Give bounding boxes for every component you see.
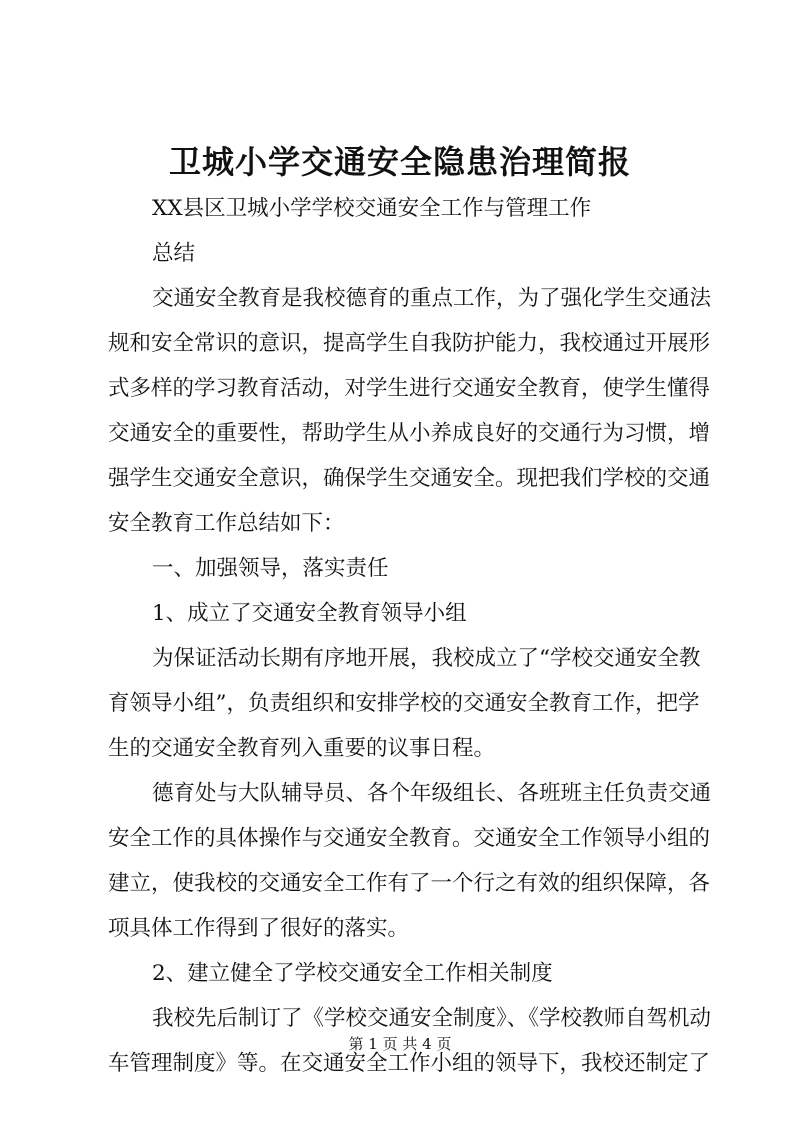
body-line: 我校先后制订了《学校交通安全制度》、《学校教师自驾机动 <box>152 1006 712 1031</box>
body-line: 交通安全的重要性，帮助学生从小养成良好的交通行为习惯，增 <box>108 421 711 446</box>
body-line: 交通安全教育是我校德育的重点工作，为了强化学生交通法 <box>152 286 712 311</box>
body-line: 生的交通安全教育列入重要的议事日程。 <box>108 736 496 761</box>
subsection-heading: 2、建立健全了学校交通安全工作相关制度 <box>152 961 553 986</box>
body-line: 德育处与大队辅导员、各个年级组长、各班班主任负责交通 <box>152 781 712 806</box>
body-line: 强学生交通安全意识，确保学生交通安全。现把我们学校的交通 <box>108 466 711 491</box>
body-line: 规和安全常识的意识，提高学生自我防护能力，我校通过开展形 <box>108 331 711 356</box>
document-title: 卫城小学交通安全隐患治理简报 <box>168 143 631 181</box>
body-line: 为保证活动长期有序地开展，我校成立了“学校交通安全教 <box>152 646 701 671</box>
section-heading: 一、加强领导，落实责任 <box>152 556 389 581</box>
page-number: 第 1 页 共 4 页 <box>348 1035 452 1053</box>
body-line: 式多样的学习教育活动，对学生进行交通安全教育，使学生懂得 <box>108 376 711 401</box>
body-line: 项具体工作得到了很好的落实。 <box>108 916 410 941</box>
body-line: 建立，使我校的交通安全工作有了一个行之有效的组织保障，各 <box>108 871 711 896</box>
body-line: 总结 <box>152 241 196 266</box>
document-body <box>108 186 712 1086</box>
body-line: 安全工作的具体操作与交通安全教育。交通安全工作领导小组的 <box>108 826 711 851</box>
body-line: 车管理制度》等。在交通安全工作小组的领导下，我校还制定了 <box>108 1051 711 1076</box>
subsection-heading: 1、成立了交通安全教育领导小组 <box>152 601 467 626</box>
body-line: 安全教育工作总结如下： <box>108 511 345 536</box>
body-line: XX县区卫城小学学校交通安全工作与管理工作 <box>152 196 592 221</box>
body-line: 育领导小组”，负责组织和安排学校的交通安全教育工作，把学 <box>108 691 700 716</box>
